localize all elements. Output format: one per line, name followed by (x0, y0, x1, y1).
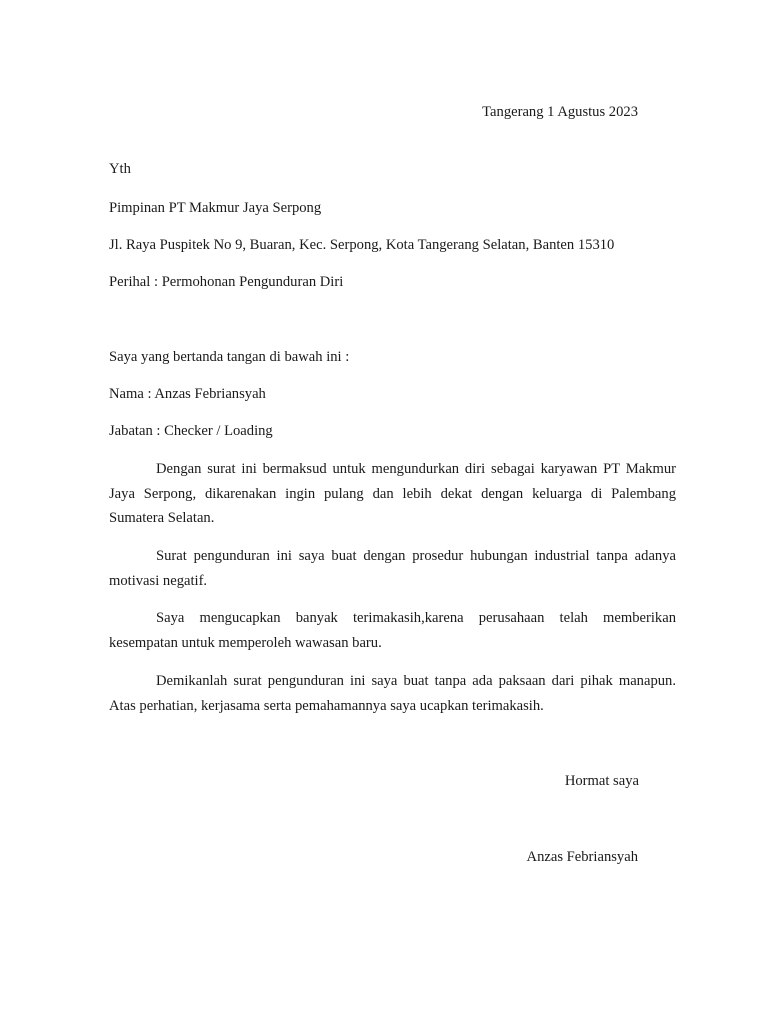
place-date: Tangerang 1 Agustus 2023 (482, 104, 638, 120)
body-paragraph: Dengan surat ini bermaksud untuk mengundurkan diri sebagai karyawan PT Makmur Jaya Serpong, dikarenakan ingin pulang dan lebih dekat dengan keluarga di Palembang Sumatera Selatan. (109, 461, 676, 526)
subject-line: Perihal : Permohonan Pengunduran Diri (109, 274, 344, 290)
closing-line: Hormat saya (564, 773, 639, 789)
body-paragraph: Demikanlah surat pengunduran ini saya buat tanpa ada paksaan dari pihak manapun. Atas perhatian, kerjasama serta pemahamannya saya ucapkan terimakasih. (109, 673, 676, 714)
salutation: Yth (109, 161, 131, 177)
recipient-name: Pimpinan PT Makmur Jaya Serpong (109, 200, 322, 216)
signature-name: Anzas Febriansyah (526, 849, 638, 865)
recipient-address: Jl. Raya Puspitek No 9, Buaran, Kec. Serpong, Kota Tangerang Selatan, Banten 15310 (109, 237, 615, 253)
intro-line: Saya yang bertanda tangan di bawah ini : (109, 349, 350, 365)
body-paragraph: Surat pengunduran ini saya buat dengan prosedur hubungan industrial tanpa adanya motivasi negatif. (109, 548, 676, 589)
body-paragraph: Saya mengucapkan banyak terimakasih,karena perusahaan telah memberikan kesempatan untuk memperoleh wawasan baru. (109, 610, 676, 651)
position-field: Jabatan : Checker / Loading (109, 423, 273, 439)
name-field: Nama : Anzas Febriansyah (109, 386, 266, 402)
